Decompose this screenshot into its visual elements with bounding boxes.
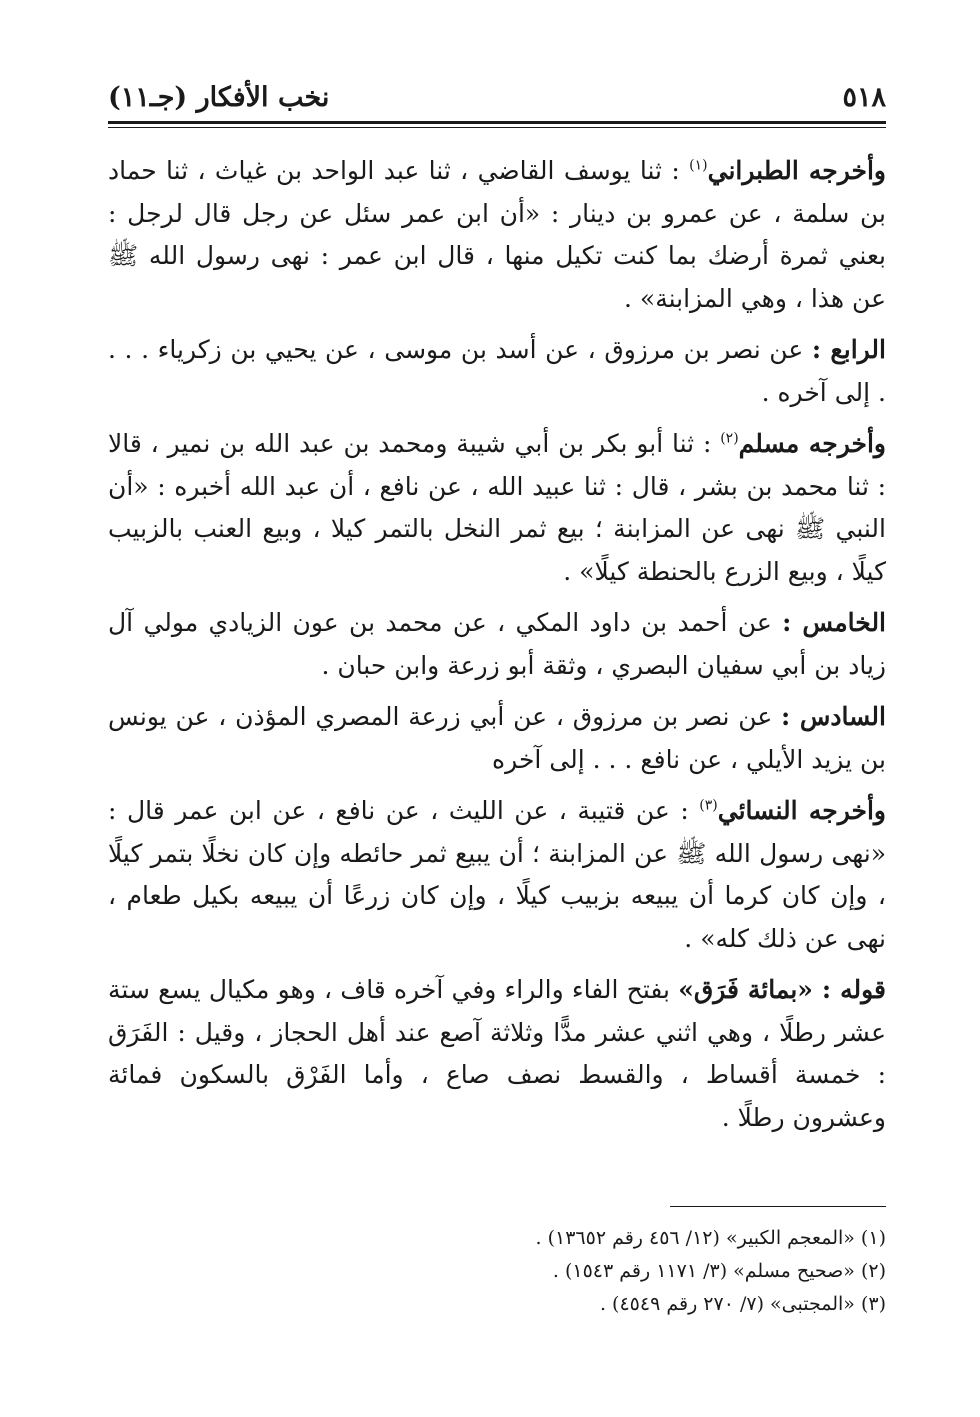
paragraph-text: عن نصر بن مرزوق ، عن أبي زرعة المصري المؤذن ، عن يونس بن يزيد الأيلي ، عن نافع . . . إلى آخره bbox=[108, 702, 886, 774]
paragraph bbox=[108, 423, 886, 593]
paragraph-lead: الخامس : bbox=[782, 608, 887, 637]
paragraph-text: عن نصر بن مرزوق ، عن أسد بن موسى ، عن يحيي بن زكرياء . . . . إلى آخره . bbox=[108, 335, 886, 407]
paragraph-lead: وأخرجه مسلم bbox=[738, 429, 886, 458]
footnote: (٣) «المجتبى» (٧/ ٢٧٠ رقم ٤٥٤٩) . bbox=[599, 1293, 886, 1315]
footnote: (١) «المعجم الكبير» (١٢/ ٤٥٦ رقم ١٣٦٥٢) . bbox=[535, 1227, 886, 1249]
paragraph-text: : عن قتيبة ، عن الليث ، عن نافع ، عن ابن عمر قال : «نهى رسول الله ﷺ عن المزابنة ؛ أن يبيع ثمر حائطه وإن كان نخلًا بتمر كيلًا ، وإن كان كرما أن يبيعه بزبيب كيلًا ، وإن كان زرعًا أن يبيعه بكيل طعام ، نهى عن ذلك كله» . bbox=[108, 796, 886, 953]
paragraph bbox=[108, 696, 886, 781]
header-rule-thick bbox=[108, 121, 886, 124]
book-title: نخب الأفكار (جـ١١) bbox=[108, 82, 330, 113]
main-text bbox=[108, 150, 886, 1148]
header-rule-thin bbox=[108, 127, 886, 128]
footnote-reference[interactable]: (٣) bbox=[699, 797, 718, 814]
footnote: (٢) «صحيح مسلم» (٣/ ١١٧١ رقم ١٥٤٣) . bbox=[552, 1260, 886, 1282]
paragraph-lead: قوله : «بمائة فَرَق» bbox=[678, 975, 886, 1004]
paragraph bbox=[108, 790, 886, 960]
page-header bbox=[108, 74, 886, 120]
paragraph bbox=[108, 969, 886, 1139]
paragraph-text: عن أحمد بن داود المكي ، عن محمد بن عون الزيادي مولي آل زياد بن أبي سفيان البصري ، وثقة أبو زرعة وابن حبان . bbox=[108, 608, 886, 680]
paragraph-text: : ثنا يوسف القاضي ، ثنا عبد الواحد بن غياث ، ثنا حماد بن سلمة ، عن عمرو بن دينار : «أن ابن عمر سئل عن رجل قال لرجل : بعني ثمرة أرضك بما كنت تكيل منها ، قال ابن عمر : نهى رسول الله ﷺ عن هذا ، وهي المزابنة» . bbox=[108, 156, 886, 313]
paragraph-lead: السادس : bbox=[781, 702, 886, 731]
paragraph-lead: وأخرجه الطبراني bbox=[707, 156, 886, 185]
paragraph bbox=[108, 150, 886, 320]
paragraph-text: : ثنا أبو بكر بن أبي شيبة ومحمد بن عبد الله بن نمير ، قالا : ثنا محمد بن بشر ، قال : ثنا عبيد الله ، عن نافع ، أن عبد الله أخبره : «أن النبي ﷺ نهى عن المزابنة ؛ بيع ثمر النخل بالتمر كيلا ، وبيع العنب بالزبيب كيلًا ، وبيع الزرع بالحنطة كيلًا» . bbox=[108, 429, 886, 586]
footnote-separator bbox=[670, 1206, 886, 1207]
footnotes bbox=[108, 1222, 886, 1321]
paragraph bbox=[108, 329, 886, 414]
paragraph bbox=[108, 602, 886, 687]
footnote-reference[interactable]: (٢) bbox=[720, 430, 739, 447]
paragraph-lead: الرابع : bbox=[811, 335, 886, 364]
paragraph-lead: وأخرجه النسائي bbox=[717, 796, 886, 825]
paragraph-text: بفتح الفاء والراء وفي آخره قاف ، وهو مكيال يسع ستة عشر رطلًا ، وهي اثني عشر مدًّا وثلاثة آصع عند أهل الحجاز ، وقيل : الفَرَق : خمسة أقساط ، والقسط نصف صاع ، وأما الفَرْق بالسكون فمائة وعشرون رطلًا . bbox=[108, 975, 886, 1132]
page-number: ٥١٨ bbox=[842, 82, 886, 113]
footnote-reference[interactable]: (١) bbox=[689, 157, 708, 174]
